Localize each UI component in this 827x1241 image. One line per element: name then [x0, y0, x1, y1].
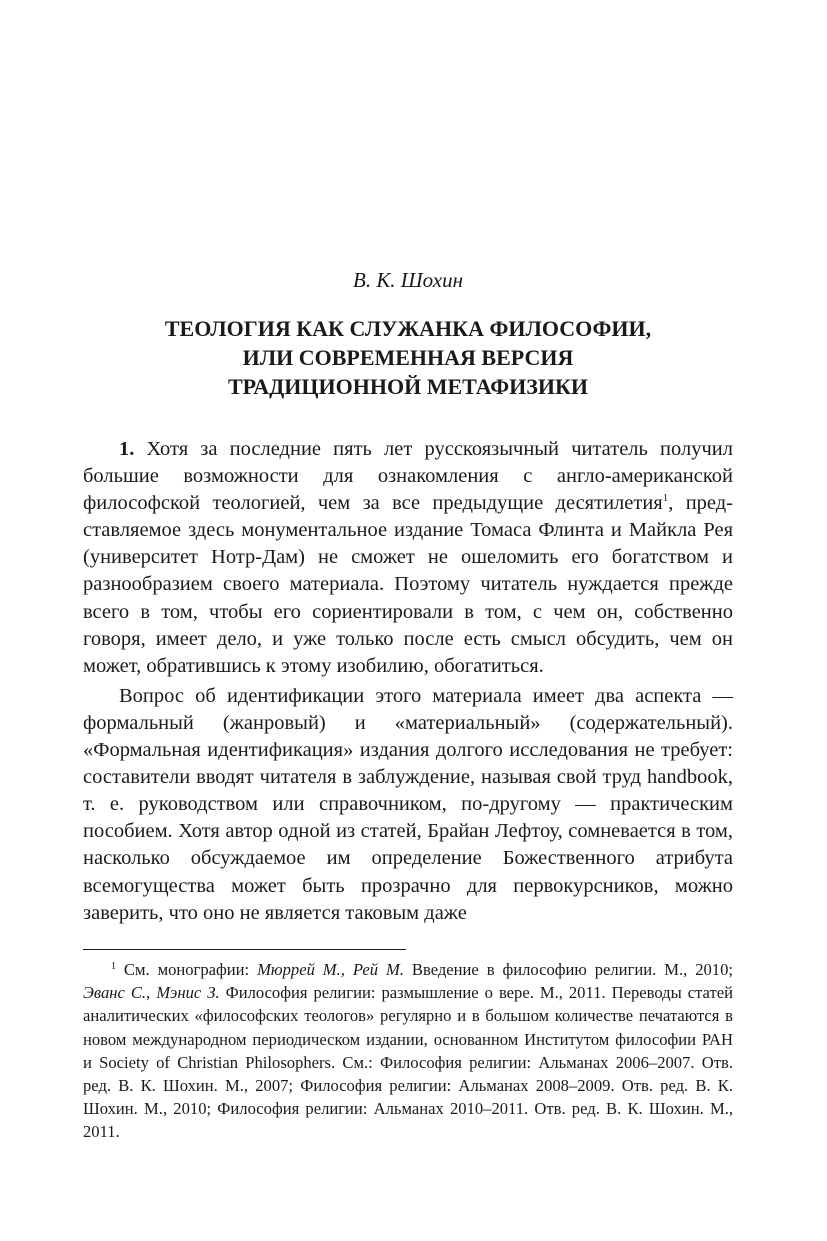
- paragraph-2: Вопрос об идентификации этого материала имеет два аспекта — формальный (жанровый) и «материальный» (содержательный). «Формальная идентификация» издания долгого исследования не требует: составители вводят читателя в заблуждение, называя свой труд handbook, т. е. руководством или справочником, по-другому — практическим пособием. Хотя автор одной из статей, Брайан Лефтоу, сомневается в том, насколько обсуждаемое им определение Божественного атрибута всемогущества может быть прозрачно для первокурсников, можно заверить, что оно не является таковым даже: [83, 684, 733, 924]
- title-line: ТЕОЛОГИЯ КАК СЛУЖАНКА ФИЛОСОФИИ,: [164, 316, 652, 341]
- article-title: [83, 314, 733, 401]
- footnote-text: Философия религии: размышление о вере. М., 2011. Переводы статей аналитических «философских теологов» регулярно и в большом количестве печатаются в новом международном периодическом издании, основанном Институтом философии РАН и Society of Christian Philosophers. См.: Философия религии: Альманах 2006–2007. Отв. ред. В. К. Шохин. М., 2007; Философия религии: Альманах 2008–2009. Отв. ред. В. К. Шохин. М., 2010; Философия религии: Альманах 2010–2011. Отв. ред. В. К. Шохин. М., 2011.: [83, 983, 733, 1142]
- footnote-text: См. монографии:: [116, 960, 258, 979]
- title-line: ИЛИ СОВРЕМЕННАЯ ВЕРСИЯ: [242, 345, 574, 370]
- footnote-marker: 1: [111, 961, 116, 972]
- article-body: [83, 436, 733, 927]
- paragraph-text: , представляемое здесь монументальное издание Томаса Флинта и Майкла Рея (университет Нотр-Дам) не сможет не ошеломить его богатством и разнообразием своего материала. Поэтому читатель нуждается прежде всего в том, чтобы его сориентировали в том, с чем он, собственно говоря, имеет дело, и уже только после есть смысл обсудить, чем он может, обратившись к этому изобилию, обогатиться.: [83, 492, 733, 677]
- footnote-1: [83, 958, 733, 1144]
- title-line: ТРАДИЦИОННОЙ МЕТАФИЗИКИ: [227, 374, 589, 399]
- section-number: 1.: [119, 438, 135, 460]
- paragraph-text: Хотя за последние пять лет русскоязычный читатель получил большие возможности для ознакомления с англо-американской философской теологией, чем за все предыдущие десятилетия: [83, 438, 733, 515]
- footnote-author: Эванс С., Мэнис З.: [83, 983, 220, 1003]
- author-name: В. К. Шохин: [353, 268, 463, 292]
- footnote-divider: [83, 949, 406, 950]
- footnote-text: Введение в философию религии. М., 2010;: [403, 960, 733, 979]
- paragraph-1: [83, 436, 733, 680]
- footnote-reference[interactable]: 1: [662, 492, 669, 505]
- footnote-author: Мюррей М., Рей М.: [257, 960, 404, 979]
